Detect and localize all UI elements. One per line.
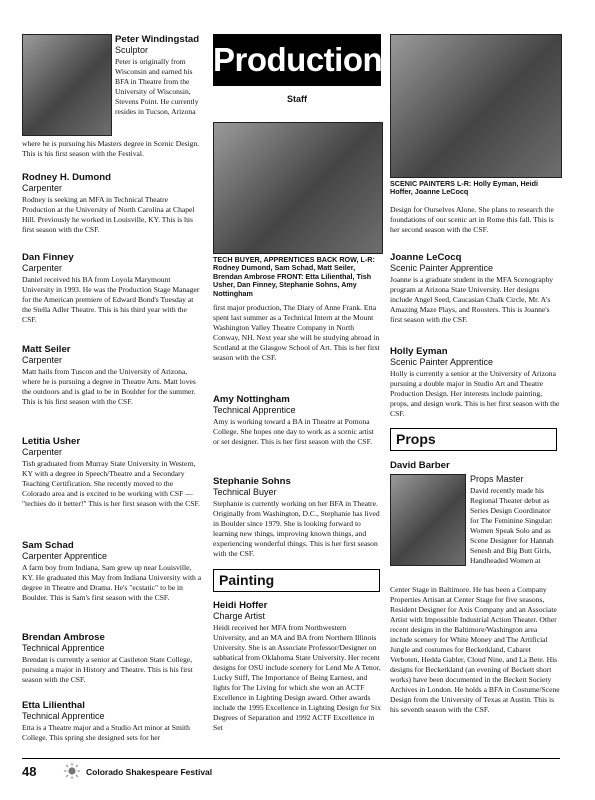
entry-bio: A farm boy from Indiana, Sam grew up near Louisville, KY. He graduated this May from Indiana University with a degree in Theatre and Drama. He's "ecstatic" to be in Boulder. This is Sam's first season with the CSF.	[22, 563, 202, 602]
staff-heading: Staff	[287, 94, 307, 104]
entry-holly	[390, 346, 560, 419]
entry-etta	[22, 700, 202, 743]
entry-name: Rodney H. Dumond	[22, 172, 112, 183]
entry-peter	[115, 34, 202, 117]
section-heading-painting: Painting	[213, 569, 380, 592]
entry-sam	[22, 540, 202, 603]
entry-role: Carpenter	[22, 355, 63, 365]
entry-amy	[213, 394, 381, 447]
entry-matt	[22, 344, 202, 407]
entry-bio: Heidi received her MFA from Northwestern University, and an MA and BA from Northern Illinois University. She is an Associate Professor/Designer on sabbatical from Oklahoma State University. Her recent designs for OSU include scenery for Lend Me A Tenor, Lucky Stiff, The Importance of Being Earnest, and lights for The Living for which she won an ACTF Excellence in Lighting Design award. Other awards include the 1995 Excellence in Lighting Design for Six Degrees of Separation and 1992 ACTF Excellence in Set	[213, 623, 381, 732]
entry-bio: Etta is a Theatre major and a Studio Art minor at Smith College. This spring she designed sets for her	[22, 723, 190, 742]
entry-role: Technical Apprentice	[213, 405, 296, 415]
entry-role: Scenic Painter Apprentice	[390, 357, 494, 367]
footer-rule	[22, 758, 560, 759]
entry-role: Carpenter	[22, 263, 63, 273]
entry-dan	[22, 252, 202, 325]
entry-role: Technical Buyer	[213, 487, 277, 497]
entry-david	[390, 460, 560, 471]
entry-bio: Stephanie is currently working on her BFA in Theatre. Originally from Washington, D.C., Stephanie has lived in Boulder since 1979. She is looking forward to learning new things, improving known things, and experiencing wonderful things. This is her first season with the CSF.	[213, 499, 380, 558]
entry-name: Matt Seiler	[22, 344, 71, 355]
entry-bio: Tish graduated from Murray State University in Western, KY with a degree in Speech/Theatre and a Secondary Teaching Certification. She recently moved to the Colorado area and is excited to be working with CSF — "techies do it better!" This is her first season with the CSF.	[22, 459, 200, 508]
sun-logo-icon	[63, 762, 81, 780]
entry-role: Carpenter	[22, 447, 63, 457]
entry-role: Technical Apprentice	[22, 643, 105, 653]
entry-bio: Holly is currently a senior at the University of Arizona pursuing a double major in Studio Art and Theatre Production Design. Her interests include painting, props, and design work. This is her first season with the CSF.	[390, 369, 560, 418]
entry-letitia	[22, 436, 202, 509]
entry-role: Carpenter	[22, 183, 63, 193]
entry-name: Letitia Usher	[22, 436, 81, 447]
entry-bio: Daniel received his BA from Loyola Marymount University in 1993. He was the Production Stage Manager for the American premiere of Edward Bond's Tuesday at the Stella Adler Theatre. This is his third year with the CSF.	[22, 275, 200, 324]
entry-name: Etta Lilienthal	[22, 700, 85, 711]
entry-name: David Barber	[390, 460, 450, 471]
entry-name: Stephanie Sohns	[213, 476, 291, 487]
page-number: 48	[22, 764, 37, 779]
entry-joanne	[390, 252, 560, 325]
entry-bio: David recently made his Regional Theater debut as Series Design Coordinator for The Feminine Singular: Women Speak Solo and as Scene Designer for Hannah Senesh and Big Butt Girls, Handheaded Women at	[470, 486, 554, 565]
entry-brendan	[22, 632, 202, 685]
entry-stephanie	[213, 476, 381, 559]
section-banner-production: Production	[213, 34, 381, 86]
entry-name: Dan Finney	[22, 252, 74, 263]
entry-role: Props Master	[470, 474, 524, 484]
photo-caption: SCENIC PAINTERS L-R: Holly Eyman, Heidi Hoffer, Joanne LeCocq	[390, 179, 539, 197]
entry-role: Charge Artist	[213, 611, 266, 621]
entry-name: Sam Schad	[22, 540, 74, 551]
entry-bio-continued: Center Stage in Baltimore. He has been a Company Properties Artisan at Center Stage for five seasons, Resident Designer for Axis Company and an Associate Artist with Impossible Industrial Action Theater. Other recent designs in the Baltimore/Washington area include scenery for White Money and The Artificial Jungle and costumes for Becketkland, Cabaret Verboten, Hedda Gabler, Cloud Nine, and La Bete. His designs for Becketkland (an evening of Beckett short works) have been documented in the Beckett Society Archives in London. He holds a BFA in Costume/Scene Design from the University of Texas at Austin. This is his seventh season with the CSF.	[390, 585, 560, 714]
section-heading-props: Props	[390, 428, 557, 451]
entry-role: Sculptor	[115, 45, 149, 55]
david-portrait	[390, 474, 466, 566]
entry-role: Scenic Painter Apprentice	[390, 263, 494, 273]
entry-role: Carpenter Apprentice	[22, 551, 108, 561]
entry-bio-continued: where he is pursuing his Masters degree in Scenic Design. This is his first season with the Festival.	[22, 139, 200, 158]
entry-name: Joanne LeCocq	[390, 252, 462, 263]
entry-name: Peter Windingstad	[115, 34, 200, 45]
entry-bio: Rodney is seeking an MFA in Technical Theatre Production at the University of North Carolina at Chapel Hill. Previously he worked in Louisville, KY. This is his first season with the CSF.	[22, 195, 195, 234]
entry-bio-continued: Design for Ourselves Alone. She plans to research the foundations of our scenic art in Rome this fall. This is her second season with the CSF.	[390, 205, 554, 234]
entry-bio-continued: first major production, The Diary of Anne Frank. Etta spent last summer as a Technical Intern at the Mount Washington Valley Theatre Company in North Conway, NH. Next year she will be studying abroad in Scotland at the Glasgow School of Art. This is her first season with the CSF.	[213, 303, 380, 362]
entry-role: Technical Apprentice	[22, 711, 105, 721]
group-photo-painters	[390, 34, 562, 178]
entry-david-side	[470, 474, 560, 566]
entry-heidi	[213, 600, 381, 733]
entry-name: Brendan Ambrose	[22, 632, 105, 643]
entry-bio: Peter is originally from Wisconsin and earned his BFA in Theatre from the University of Wisconsin, Stevens Point. He currently resides in Tucson, Arizona	[115, 57, 199, 116]
group-photo-tech	[213, 122, 383, 254]
entry-bio: Matt hails from Tuscon and the University of Arizona, where he is pursuing a degree in Theatre Arts. Matt loves the outdoors and is glad to be in Boulder for the summer. This is his first season with the CSF.	[22, 367, 196, 406]
entry-bio: Amy is working toward a BA in Theatre at Pomona College. She hopes one day to work as a scenic artist or set designer. This is her first season with the CSF.	[213, 417, 374, 446]
festival-name: Colorado Shakespeare Festival	[86, 767, 213, 777]
entry-rodney	[22, 172, 202, 235]
entry-bio: Brendan is currently a senior at Castleton State College, pursuing a major in History and Theatre. This is his first season with the CSF.	[22, 655, 193, 684]
peter-portrait	[22, 34, 112, 136]
entry-name: Amy Nottingham	[213, 394, 290, 405]
photo-caption: TECH BUYER, APPRENTICES BACK ROW, L-R: Rodney Dumond, Sam Schad, Matt Seiler, Brendan Ambrose FRONT: Etta Lilienthal, Tish Usher, Dan Finney, Stephanie Sohns, Amy Nottingham	[213, 255, 375, 298]
entry-name: Heidi Hoffer	[213, 600, 268, 611]
entry-bio: Joanne is a graduate student in the MFA Scenography program at Arizona State University. Her designs include Angel Seed, Caucasian Chalk Circle, Mr. A's Amazing Maze Plays, and Roosters. This is Joanne's first season with the CSF.	[390, 275, 554, 324]
entry-name: Holly Eyman	[390, 346, 448, 357]
